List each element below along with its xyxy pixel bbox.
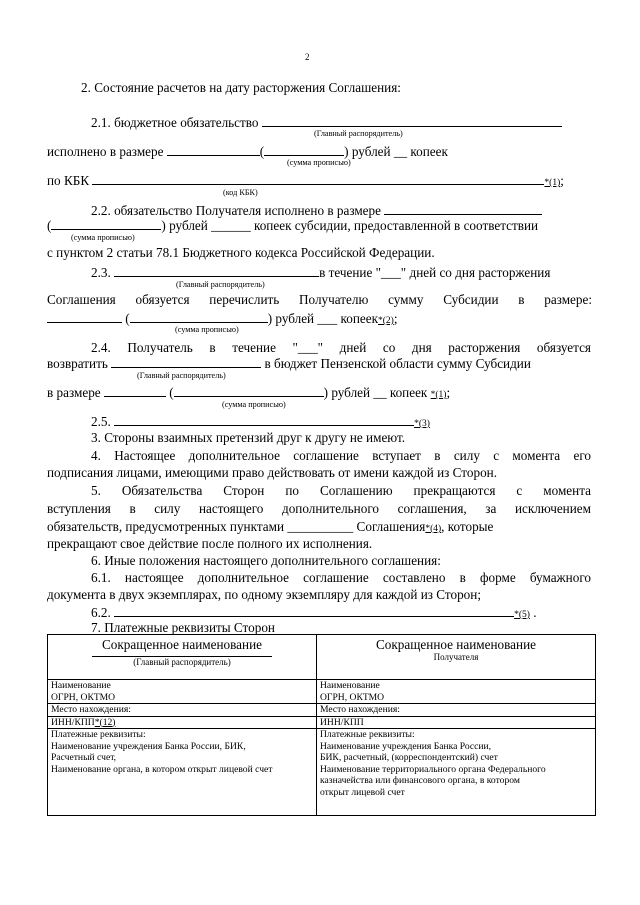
- left-inn-cell: ИНН/КПП*(12): [48, 716, 317, 729]
- right-party-subtitle: Получателя: [433, 652, 479, 662]
- table-row: [48, 704, 596, 717]
- right-party-header: [317, 635, 596, 680]
- caption-chief-manager: (Главный распорядитель): [314, 129, 403, 138]
- para-2-4-line-3: в размере ( ) рублей __ копеек *(1);: [47, 385, 451, 400]
- para-2-2-line-3: с пунктом 2 статьи 78.1 Бюджетного кодекса Российской Федерации.: [47, 245, 435, 260]
- right-name-cell: Наименование ОГРН, ОКТМО: [317, 680, 596, 704]
- left-party-subtitle: (Главный распорядитель): [133, 657, 231, 667]
- blank-line: [111, 355, 261, 368]
- blank-line: [264, 143, 344, 156]
- blank-line: [114, 264, 319, 277]
- para-2-2-line-1: 2.2. обязательство Получателя исполнено в размере: [91, 202, 542, 218]
- left-party-header: [48, 635, 317, 680]
- left-location-cell: Место нахождения:: [48, 704, 317, 717]
- para-2-4-line-2: возвратить в бюджет Пензенской области сумму Субсидии: [47, 356, 531, 371]
- caption-sum-in-words: (сумма прописью): [175, 325, 239, 334]
- blank-line: [114, 413, 414, 426]
- section-4-line-2: подписания лицами, имеющими право действовать от имени каждой из Сторон.: [47, 465, 498, 480]
- right-party-title: Сокращенное наименование: [376, 637, 536, 652]
- para-6-1-line-2: документа в двух экземплярах, по одному экземпляру для каждой из Сторон;: [47, 587, 481, 602]
- para-2-3-line-1: 2.3. в течение "___" дней со дня расторжения: [91, 265, 551, 280]
- blank-line: [262, 114, 562, 127]
- para-6-2: 6.2. *(5) .: [91, 605, 537, 620]
- section-6-heading: 6. Иные положения настоящего дополнительного соглашения:: [91, 553, 441, 568]
- section-7-heading: 7. Платежные реквизиты Сторон: [91, 620, 275, 635]
- para-2-2-line-2: ( ) рублей ______ копеек субсидии, предоставленной в соответствии: [47, 218, 539, 233]
- table-row: [48, 680, 596, 704]
- section-3: 3. Стороны взаимных претензий друг к другу не имеют.: [91, 430, 406, 445]
- para-2-3-line-3: ( ) рублей ___ копеек*(2);: [47, 310, 398, 329]
- section-5-line-4: прекращают свое действие после полного их исполнения.: [47, 536, 373, 551]
- left-party-title: Сокращенное наименование: [102, 637, 262, 652]
- blank-line: [174, 384, 324, 397]
- para-2-4-line-1: 2.4. Получатель в течение "___" дней со дня расторжения обязуется: [91, 340, 591, 355]
- para-2-5: 2.5. *(3): [91, 414, 430, 429]
- left-bank-cell: Платежные реквизиты: Наименование учреждения Банка России, БИК, Расчетный счет, Наименование органа, в котором открыт лицевой счет: [48, 729, 317, 816]
- section-5-line-1: 5. Обязательства Сторон по Соглашению прекращаются с момента: [91, 483, 591, 498]
- table-row: [48, 635, 596, 680]
- caption-sum-in-words: (сумма прописью): [222, 400, 286, 409]
- para-2-3-line-2: Соглашения обязуется перечислить Получателю сумму Субсидии в размере:: [47, 292, 592, 307]
- blank-line: [47, 310, 122, 323]
- blank-line: [384, 202, 542, 215]
- left-name-cell: Наименование ОГРН, ОКТМО: [48, 680, 317, 704]
- section-2-heading: 2. Состояние расчетов на дату расторжения Соглашения:: [81, 80, 401, 95]
- table-row: [48, 716, 596, 729]
- para-2-1-line-2: исполнено в размере ( ) рублей __ копеек: [47, 144, 448, 159]
- blank-line: [130, 310, 268, 323]
- caption-chief-manager: (Главный распорядитель): [176, 280, 265, 289]
- blank-line: [114, 604, 514, 617]
- para-2-1-line-3: по КБК *(1);: [47, 173, 564, 188]
- page-number: 2: [305, 52, 310, 62]
- right-inn-cell: ИНН/КПП: [317, 716, 596, 729]
- blank-line: [51, 217, 161, 230]
- para-2-1-line-1: 2.1. бюджетное обязательство: [91, 114, 562, 130]
- right-bank-cell: Платежные реквизиты: Наименование учреждения Банка России, БИК, расчетный, (корреспондентский) счет Наименование территориального органа Федерального казначейства или финансового органа, в котором открыт лицевой счет: [317, 729, 596, 816]
- payment-details-table: [47, 634, 596, 816]
- table-row: [48, 729, 596, 816]
- caption-sum-in-words: (сумма прописью): [71, 233, 135, 242]
- para-6-1-line-1: 6.1. настоящее дополнительное соглашение составлено в форме бумажного: [91, 570, 591, 585]
- caption-kbk-code: (код КБК): [223, 188, 258, 197]
- right-location-cell: Место нахождения:: [317, 704, 596, 717]
- caption-chief-manager: (Главный распорядитель): [137, 371, 226, 380]
- blank-line: [167, 143, 260, 156]
- section-5-line-3: обязательств, предусмотренных пунктами __________ Соглашения*(4), которые: [47, 519, 494, 534]
- caption-sum-in-words: (сумма прописью): [287, 158, 351, 167]
- blank-line: [92, 172, 544, 185]
- blank-line: [104, 384, 166, 397]
- section-5-line-2: вступления в силу настоящего дополнительного соглашения, за исключением: [47, 501, 591, 516]
- section-4-line-1: 4. Настоящее дополнительное соглашение вступает в силу с момента его: [91, 448, 591, 463]
